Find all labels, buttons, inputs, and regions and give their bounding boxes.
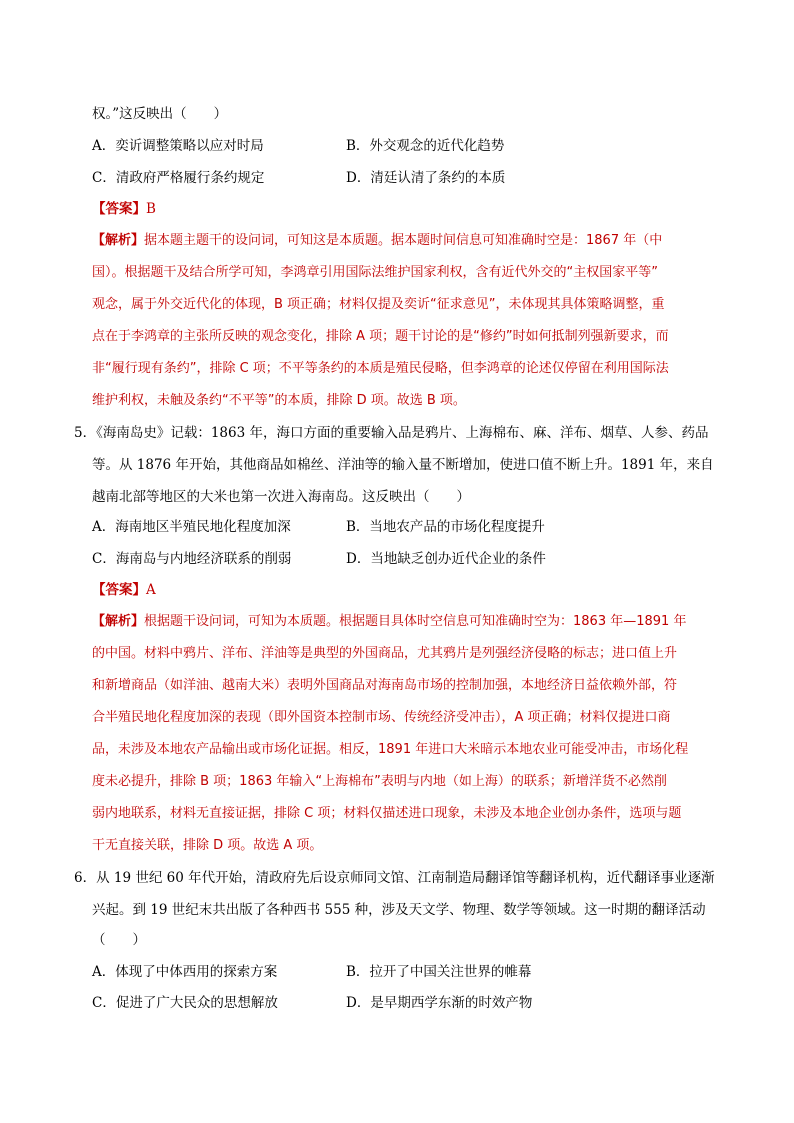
q6-option-c [92,995,278,1011]
q5-option-c [92,551,291,567]
q5-analysis-line-4: 合半殖民地化程度加深的表现（即外国资本控制市场、传统经济受冲击），A 项正确；材料仅提进口商 [92,710,671,725]
q6-stem-line-2: 兴起。到 19 世纪末共出版了各种西书 555 种，涉及天文学、物理、数学等领域。这一时期的翻译活动 [92,902,706,918]
option-letter: A． [92,519,116,535]
question-number: 6． [74,870,97,886]
option-text: 海南岛与内地经济联系的削弱 [115,551,292,567]
option-letter: D． [346,551,371,567]
q4-option-c [92,170,264,186]
q5-stem-line-2: 等。从 1876 年开始，其他商品如棉丝、洋油等的输入量不断增加，使进口值不断上升。1891 年，来自 [92,457,714,473]
answer-value: B [146,201,156,217]
q5-option-a [92,519,291,535]
q4-analysis-line-1: 【解析】据本题主题干的设问词，可知这是本质题。据本题时间信息可知准确时空是：1867 年（中 [92,233,663,248]
option-letter: A． [92,138,116,154]
q6-option-b [346,964,531,980]
q5-analysis-line-5: 品，未涉及本地农产品输出或市场化证据。相反，1891 年进口大米暗示本地农业可能受冲击，市场化程 [92,742,689,757]
answer-tag: 【答案】 [92,582,146,598]
option-letter: B． [346,138,370,154]
option-text: 促进了广大民众的思想解放 [115,995,278,1011]
analysis-tag: 【解析】 [92,233,145,248]
q5-analysis-line-7: 弱内地联系，材料无直接证据，排除 C 项；材料仅描述进口现象，未涉及本地企业创办条件，选项与题 [92,806,682,821]
q5-stem-line-3: 越南北部等地区的大米也第一次进入海南岛。这反映出（ ） [92,489,470,505]
q5-analysis-line-2: 的中国。材料中鸦片、洋布、洋油等是典型的外国商品，尤其鸦片是列强经济侵略的标志；进口值上升 [92,646,678,661]
option-text: 清廷认清了条约的本质 [370,170,506,186]
q4-option-b [346,138,504,154]
option-letter: C． [92,170,116,186]
q6-option-d [346,995,532,1011]
q4-answer [92,201,156,217]
option-text: 清政府严格履行条约规定 [115,170,265,186]
option-text: 海南地区半殖民地化程度加深 [115,519,291,535]
analysis-tag: 【解析】 [92,614,145,629]
option-letter: A． [92,964,116,980]
option-text: 体现了中体西用的探索方案 [115,964,278,980]
option-letter: B． [346,964,370,980]
q4-analysis-line-2: 国）。根据题干及结合所学可知，李鸿章引用国际法维护国家利权，含有近代外交的“主权国家平等” [92,265,658,280]
option-text: 外交观念的近代化趋势 [369,138,505,154]
answer-tag: 【答案】 [92,201,146,217]
q5-analysis-line-1: 【解析】根据题干设问词，可知为本质题。根据题目具体时空信息可知准确时空为：1863 年—1891 年 [92,614,687,629]
q5-option-d [346,551,546,567]
q5-stem-line-1: 5．《海南岛史》记载：1863 年，海口方面的重要输入品是鸦片、上海棉布、麻、洋布、烟草、人参、药品 [74,425,709,441]
q5-answer [92,582,156,598]
option-letter: D． [346,170,371,186]
option-text: 奕䜣调整策略以应对时局 [115,138,264,154]
q5-option-b [346,519,545,535]
option-letter: B． [346,519,370,535]
q4-analysis-line-4: 点在于李鸿章的主张所反映的观念变化，排除 A 项；题干讨论的是“修约”时如何抵制列强新要求，而 [92,329,669,344]
option-text: 当地缺乏创办近代企业的条件 [370,551,546,567]
q4-option-a [92,138,264,154]
option-letter: D． [346,995,371,1011]
q6-stem-line-1: 6．从 19 世纪 60 年代开始，清政府先后设京师同文馆、江南制造局翻译馆等翻译机构，近代翻译事业逐渐 [74,870,715,886]
option-text: 当地农产品的市场化程度提升 [369,519,545,535]
q5-analysis-line-6: 度未必提升，排除 B 项；1863 年输入“上海棉布”表明与内地（如上海）的联系；新增洋货不必然削 [92,774,667,789]
option-letter: C． [92,995,116,1011]
q4-option-d [346,170,505,186]
q6-option-a [92,964,277,980]
q4-stem-tail: 权。”这反映出（ ） [92,106,228,122]
q4-analysis-line-5: 非“履行现有条约”，排除 C 项；不平等条约的本质是殖民侵略，但李鸿章的论述仅停留在利用国际法 [92,361,669,376]
option-text: 拉开了中国关注世界的帷幕 [369,964,532,980]
q4-analysis-line-3: 观念，属于外交近代化的体现，B 项正确；材料仅提及奕䜣“征求意见”，未体现其具体策略调整，重 [92,297,665,312]
q4-analysis-line-6: 维护利权，未触及条约“不平等”的本质，排除 D 项。故选 B 项。 [92,393,466,408]
option-text: 是早期西学东渐的时效产物 [370,995,533,1011]
option-letter: C． [92,551,116,567]
q5-analysis-line-3: 和新增商品（如洋油、越南大米）表明外国商品对海南岛市场的控制加强，本地经济日益依赖外部，符 [92,678,678,693]
q5-analysis-line-8: 干无直接关联，排除 D 项。故选 A 项。 [92,838,323,853]
q6-stem-line-3: （ ） [92,932,146,948]
answer-value: A [146,582,156,598]
question-number: 5． [74,425,97,441]
